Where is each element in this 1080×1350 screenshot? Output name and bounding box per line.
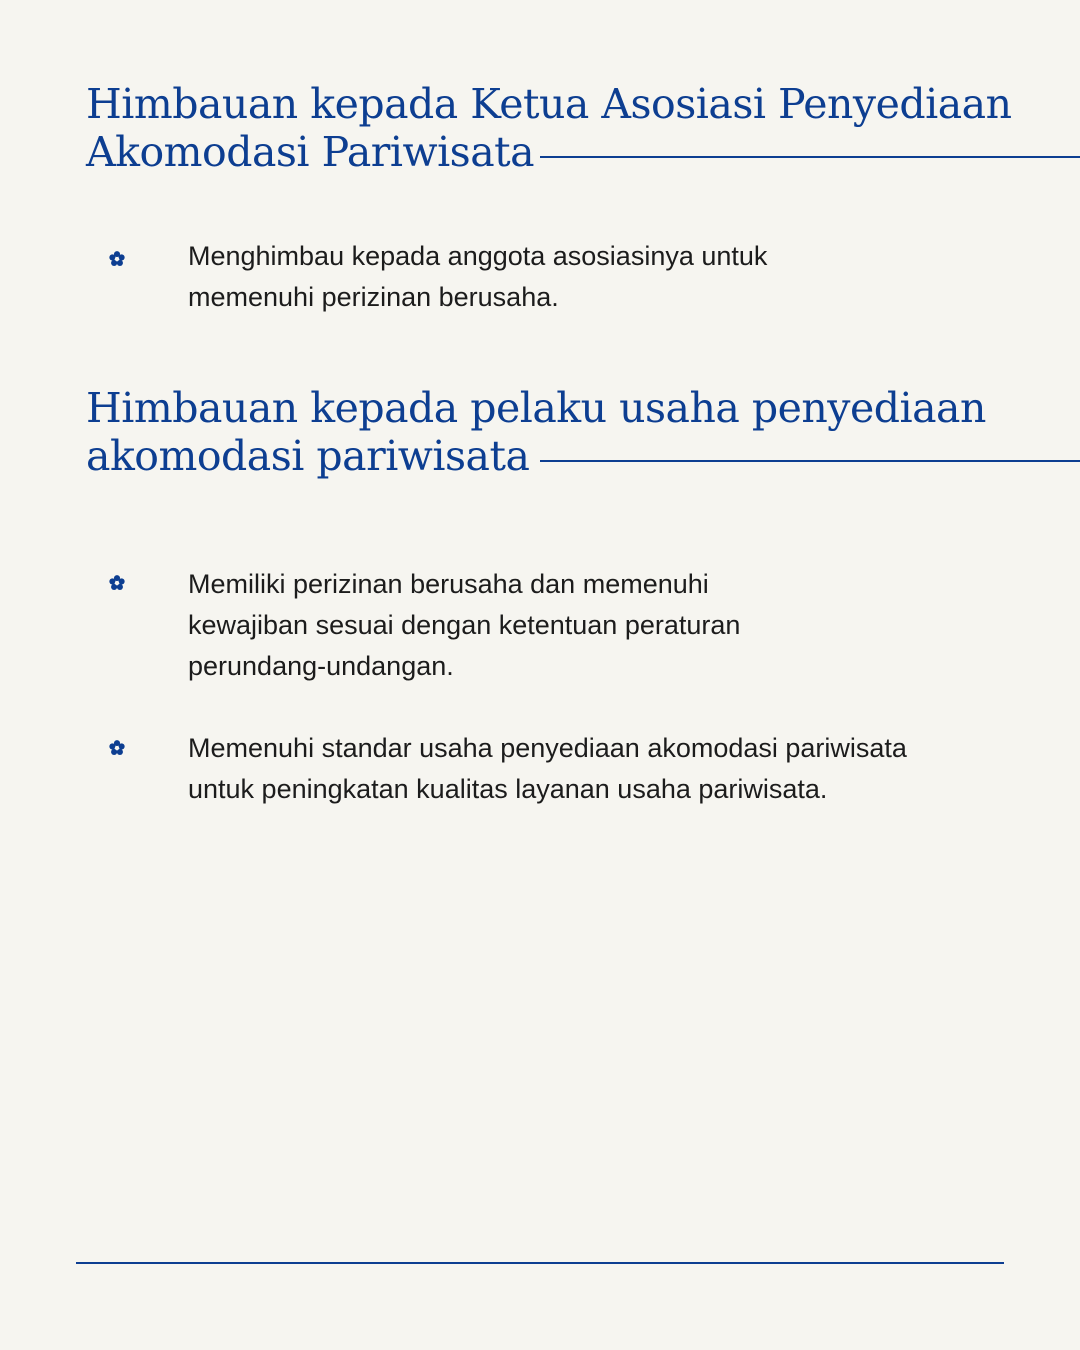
section-2-item-2-text: Memenuhi standar usaha penyediaan akomodasi pariwisata untuk peningkatan kualitas layanan usaha pariwisata. [188,733,907,804]
section-2-title-line-2: akomodasi pariwisata [86,432,530,480]
section-2-item-1-text: Memiliki perizinan berusaha dan memenuhi kewajiban sesuai dengan ketentuan peraturan perundang-undangan. [188,569,741,681]
section-1-title [86,80,1046,176]
section-1-title-line-1: Himbauan kepada Ketua Asosiasi Penyediaan [86,80,1012,128]
section-1-item-1-text: Menghimbau kepada anggota asosiasinya untuk memenuhi perizinan berusaha. [188,241,768,312]
flower-bullet-icon [108,574,126,592]
section-2-title [86,384,1046,480]
footer-divider [76,1262,1004,1264]
section-1-title-line-2: Akomodasi Pariwisata [86,128,535,176]
section-2-title-rule [540,460,1080,462]
section-1-title-rule [540,156,1080,158]
flower-bullet-icon [108,250,126,268]
flower-bullet-icon [108,739,126,757]
section-2-title-line-1: Himbauan kepada pelaku usaha penyediaan [86,384,986,432]
